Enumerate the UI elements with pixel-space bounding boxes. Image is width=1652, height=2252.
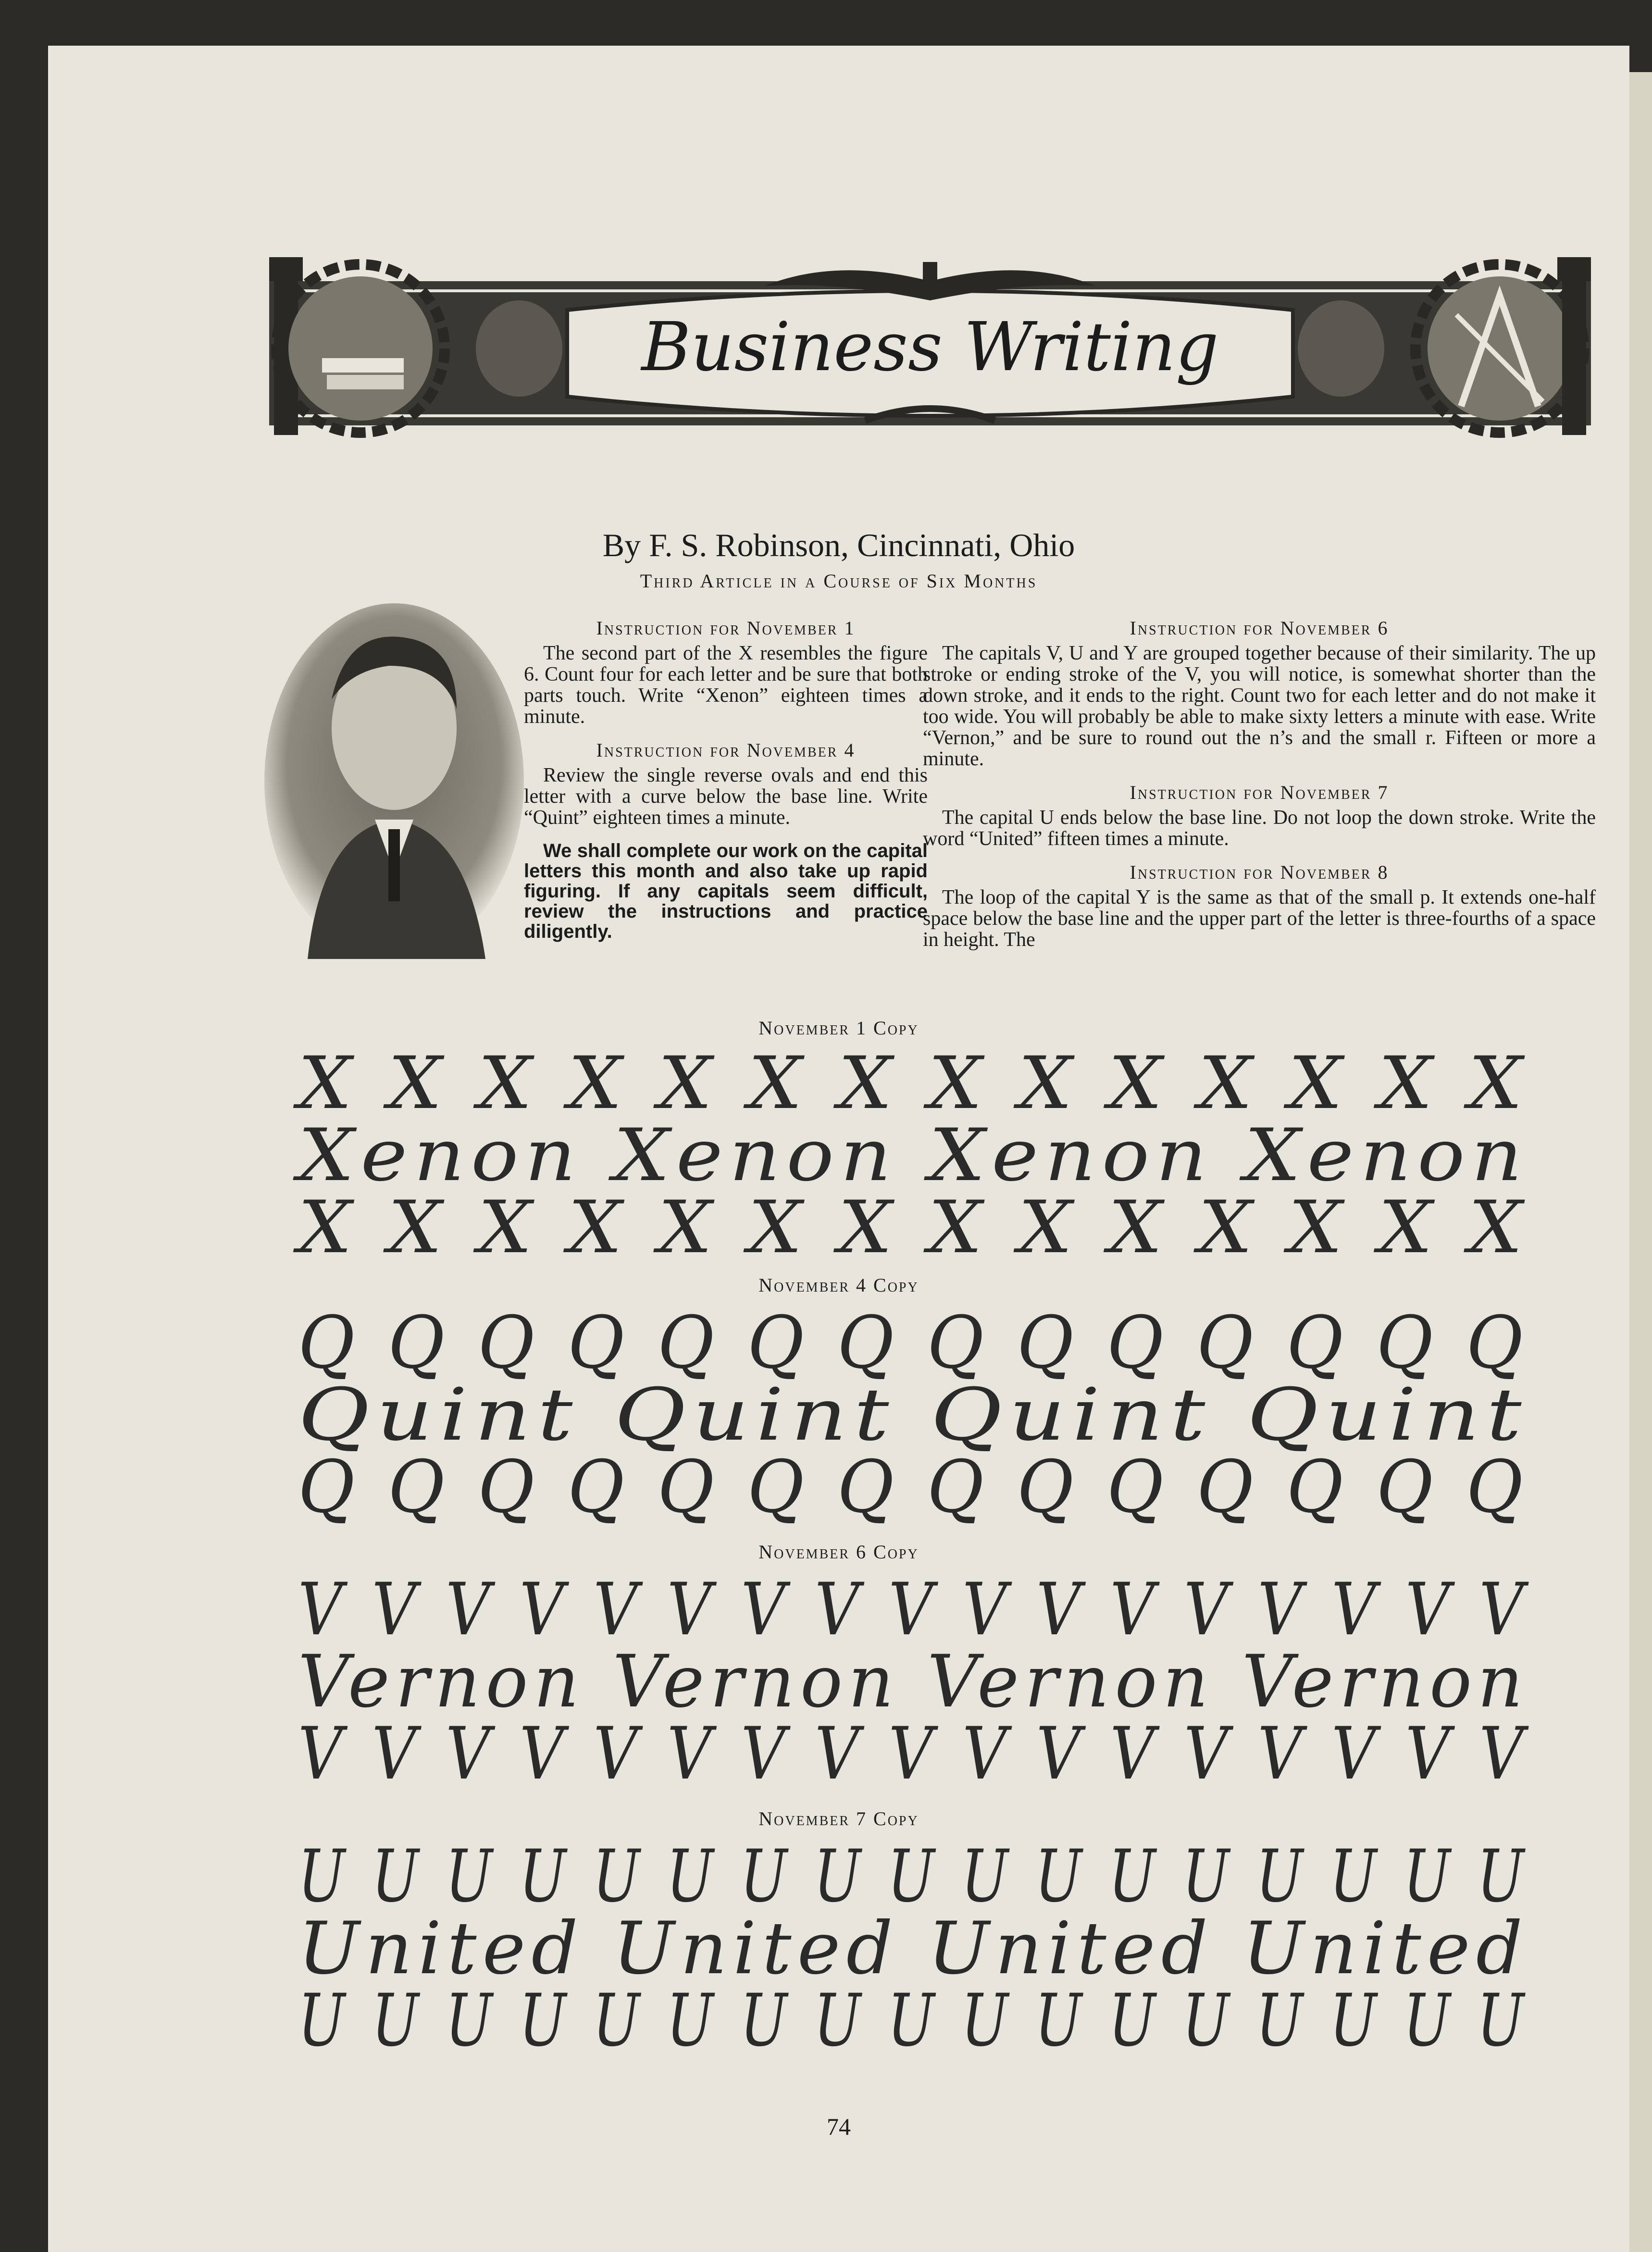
script-line: Q Q Q Q Q Q Q Q Q Q Q Q Q Q [298,1445,1528,1529]
instruction-heading-nov-4: Instruction for November 4 [596,739,856,761]
script-line: U U U U U U U U U U U U U U U U U [298,1979,1528,2063]
left-column [524,618,928,954]
copy-row-nov-1-1 [293,1042,1538,1125]
copy-row-nov-4-2 [298,1373,1538,1457]
adjacent-page-edge [1629,72,1652,2252]
instruction-text-nov-1: The second part of the X resembles the figure 6. Count four for each letter and be sure that both parts touch. Write “Xenon” eighteen times a minute. [524,642,928,728]
copy-label-nov-7: November 7 Copy [758,1808,919,1829]
series-subtitle: Third Article in a Course of Six Months [640,570,1038,592]
script-line: Quint Quint Quint Quint [298,1373,1528,1457]
author-portrait [264,603,524,959]
script-line: X X X X X X X X X X X X X X [293,1186,1528,1269]
script-line: Vernon Vernon Vernon Vernon [298,1640,1528,1724]
byline: By F. S. Robinson, Cincinnati, Ohio [602,527,1075,563]
copy-label-nov-6: November 6 Copy [758,1541,919,1563]
header-banner [260,252,1601,464]
copy-row-nov-6-2 [298,1640,1538,1724]
script-line: X X X X X X X X X X X X X X [293,1042,1528,1125]
copy-row-nov-1-3 [293,1186,1538,1269]
script-line: Xenon Xenon Xenon Xenon [293,1114,1528,1197]
floral-ornament-left-icon [476,300,562,397]
copy-row-nov-6-3 [298,1712,1538,1796]
copy-row-nov-7-2 [298,1907,1538,1991]
copy-row-nov-4-3 [298,1445,1538,1529]
script-line: V V V V V V V V V V V V V V V V V [298,1712,1529,1796]
right-column [923,618,1596,963]
instruction-text-nov-7: The capital U ends below the base line. Do not loop the down stroke. Write the word “United” fifteen times a minute. [923,807,1596,850]
floral-ornament-right-icon [1298,300,1384,397]
copy-row-nov-1-2 [293,1114,1538,1197]
lamp-right-icon [1557,257,1591,435]
books-vignette-icon [288,276,433,421]
bold-note: We shall complete our work on the capital letters this month and also take up rapid figuring. If any capitals seem difficult, review the instructions and practice diligently. [524,840,928,942]
copy-row-nov-6-1 [298,1568,1538,1652]
script-line: Q Q Q Q Q Q Q Q Q Q Q Q Q Q [298,1301,1528,1385]
magazine-page [48,46,1629,2252]
instruction-heading-nov-1: Instruction for November 1 [596,617,856,639]
instruction-text-nov-6: The capitals V, U and Y are grouped together because of their similarity. The up stroke or ending stroke of the V, you will notice, is somewhat shorter than the down stroke, and it ends to the right. Count two for each letter and do not make it too wide. You will probably be able to make sixty letters a minute with ease. Write “Vernon,” and be sure to round out the n’s and the small r. Fifteen or more a minute. [923,642,1596,770]
compass-square-vignette-icon [1428,276,1572,421]
banner-title: Business Writing [641,308,1219,386]
instruction-heading-nov-6: Instruction for November 6 [1130,617,1389,639]
script-line: V V V V V V V V V V V V V V V V V [298,1568,1529,1652]
instruction-text-nov-4: Review the single reverse ovals and end this letter with a curve below the base line. Write “Quint” eighteen times a minute. [524,764,928,829]
page-number: 74 [827,2113,851,2140]
script-line: United United United United [298,1907,1529,1991]
copy-label-nov-4: November 4 Copy [758,1274,919,1296]
script-line: U U U U U U U U U U U U U U U U U [298,1835,1528,1918]
instruction-heading-nov-8: Instruction for November 8 [1130,861,1389,883]
copy-row-nov-7-1 [298,1835,1538,1918]
instruction-heading-nov-7: Instruction for November 7 [1130,782,1389,803]
copy-row-nov-7-3 [298,1979,1538,2063]
copy-row-nov-4-1 [298,1301,1538,1385]
copy-label-nov-1: November 1 Copy [758,1017,919,1039]
instruction-text-nov-8: The loop of the capital Y is the same as that of the small p. It extends one-half space below the base line and the upper part of the letter is three-fourths of a space in height. The [923,886,1596,951]
